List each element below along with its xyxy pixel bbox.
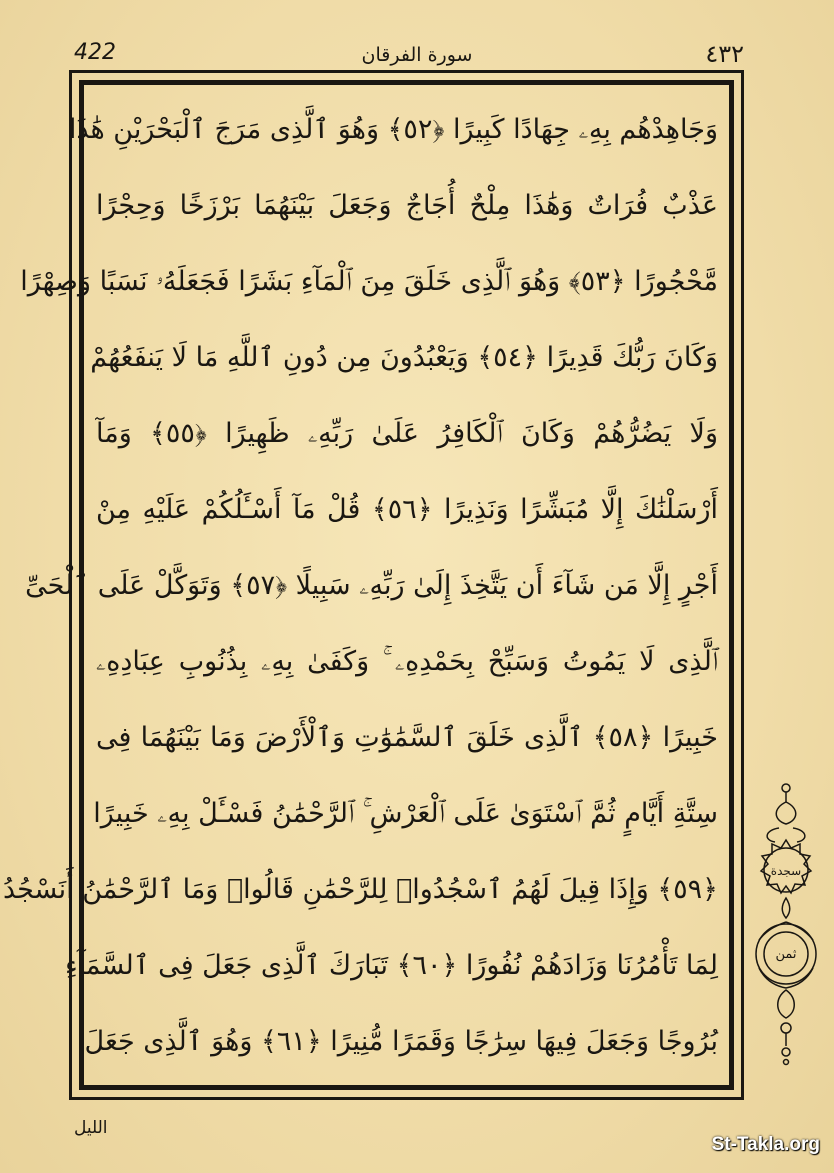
catchword: الليل	[74, 1118, 108, 1138]
thumun-mark: ثمن	[775, 947, 797, 962]
verse-line-5: وَلَا يَضُرُّهُمْ وَكَانَ ٱلْكَافِرُ عَلَىٰ رَبِّهِۦ ظَهِيرًا ﴿٥٥﴾ وَمَآ	[96, 418, 718, 449]
margin-ornament	[745, 780, 827, 1070]
surah-title: سورة الفرقان	[361, 44, 473, 66]
sajda-mark: سجدة	[770, 864, 802, 878]
verse-line-4: وَكَانَ رَبُّكَ قَدِيرًا ﴿٥٤﴾ وَيَعْبُدُونَ مِن دُونِ ٱللَّهِ مَا لَا يَنفَعُهُمْ	[90, 342, 718, 373]
page-number-arabic: ٤٣٢	[705, 40, 744, 68]
verse-line-13: بُرُوجًا وَجَعَلَ فِيهَا سِرَٰجًا وَقَمَرًا مُّنِيرًا ﴿٦١﴾ وَهُوَ ٱلَّذِى جَعَلَ	[84, 1026, 718, 1057]
verse-line-3: مَّحْجُورًا ﴿٥٣﴾ وَهُوَ ٱلَّذِى خَلَقَ مِنَ ٱلْمَآءِ بَشَرًا فَجَعَلَهُۥ نَسَبًا وَصِهْرًا	[20, 266, 718, 297]
verse-block	[2, 100, 718, 1085]
verse-line-8: ٱلَّذِى لَا يَمُوتُ وَسَبِّحْ بِحَمْدِهِۦ ۚ وَكَفَىٰ بِهِۦ بِذُنُوبِ عِبَادِهِۦ	[96, 646, 718, 677]
verse-line-1: وَجَاهِدْهُم بِهِۦ جِهَادًا كَبِيرًا ﴿٥٢﴾ وَهُوَ ٱلَّذِى مَرَجَ ٱلْبَحْرَيْنِ هَٰذَا	[68, 114, 718, 145]
page-number-latin: 422	[74, 40, 116, 65]
verse-line-7: أَجْرٍ إِلَّا مَن شَآءَ أَن يَتَّخِذَ إِلَىٰ رَبِّهِۦ سَبِيلًا ﴿٥٧﴾ وَتَوَكَّلْ عَلَى ٱلْحَىِّ	[25, 570, 718, 601]
verse-line-6: أَرْسَلْنَٰكَ إِلَّا مُبَشِّرًا وَنَذِيرًا ﴿٥٦﴾ قُلْ مَآ أَسْـَٔلُكُمْ عَلَيْهِ مِنْ	[96, 494, 718, 525]
site-watermark: St-Takla.org	[711, 1134, 820, 1155]
verse-line-12: لِمَا تَأْمُرُنَا وَزَادَهُمْ نُفُورًا ﴿٦٠﴾ تَبَارَكَ ٱلَّذِى جَعَلَ فِى ٱلسَّمَآءِ	[64, 950, 718, 981]
verse-line-10: سِتَّةِ أَيَّامٍ ثُمَّ ٱسْتَوَىٰ عَلَى ٱلْعَرْشِ ۚ ٱلرَّحْمَٰنُ فَسْـَٔلْ بِهِۦ خَبِيرًا	[93, 798, 718, 829]
verse-line-11: ﴿٥٩﴾ وَإِذَا قِيلَ لَهُمُ ٱسْجُدُوا۟ لِلرَّحْمَٰنِ قَالُوا۟ وَمَا ٱلرَّحْمَٰنُ أَنَسْجُدُ	[2, 874, 718, 905]
verse-line-2: عَذْبٌ فُرَاتٌ وَهَٰذَا مِلْحٌ أُجَاجٌ وَجَعَلَ بَيْنَهُمَا بَرْزَخًا وَحِجْرًا	[96, 190, 718, 221]
verse-line-9: خَبِيرًا ﴿٥٨﴾ ٱلَّذِى خَلَقَ ٱلسَّمَٰوَٰتِ وَٱلْأَرْضَ وَمَا بَيْنَهُمَا فِى	[96, 722, 718, 753]
